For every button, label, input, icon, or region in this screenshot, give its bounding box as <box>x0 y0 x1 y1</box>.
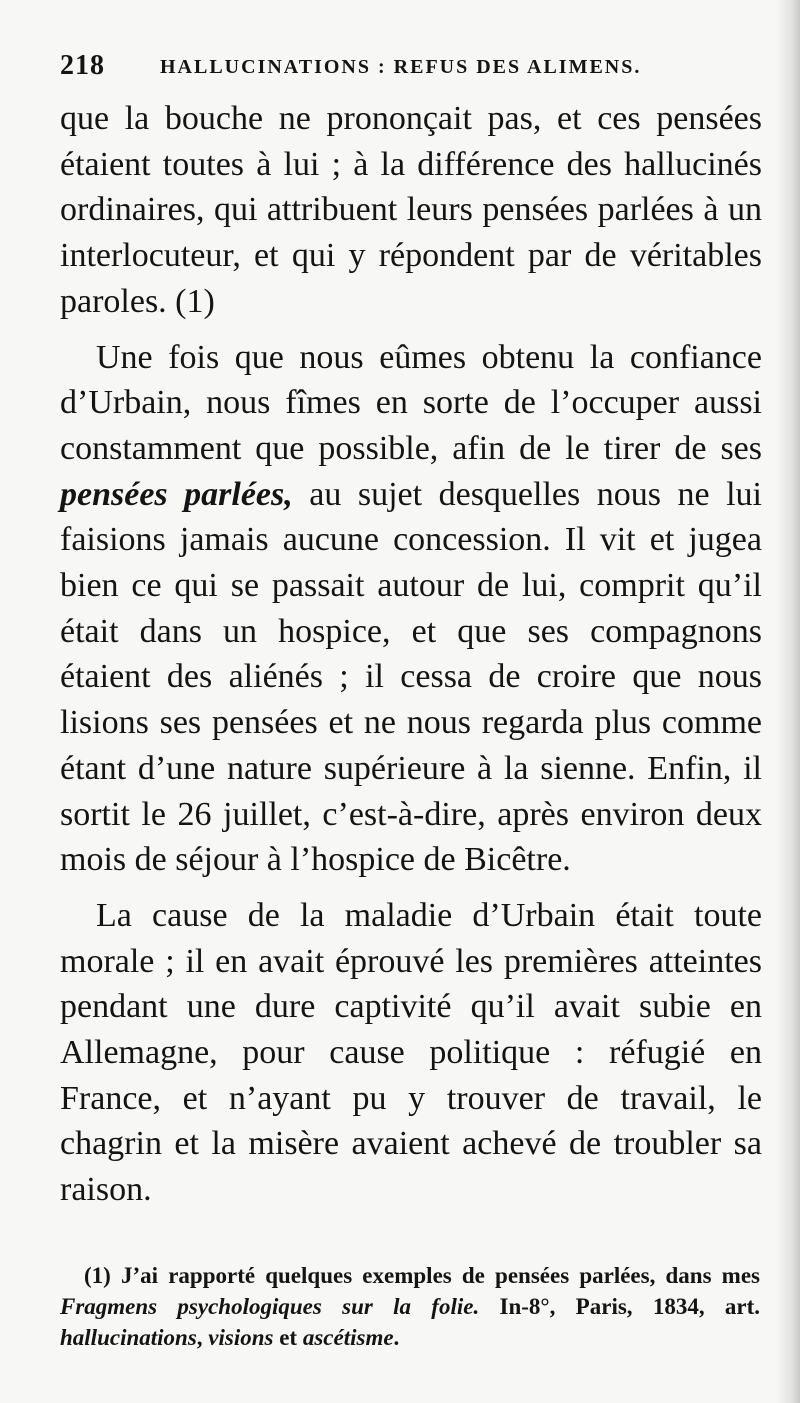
footnote-and: et <box>279 1325 298 1350</box>
paragraph-2 <box>60 335 762 883</box>
page-edge-shadow <box>776 0 800 1403</box>
paragraph-3: La cause de la maladie d’Urbain était toute morale ; il en avait éprouvé les premières atteintes pendant une dure captivité qu’il avait subie en Allemagne, pour cause politique : réfugié en France, et n’ayant pu y trouver de travail, le chagrin et la misère avaient achevé de troubler sa raison. <box>60 896 762 1209</box>
footnote-text-b: In-8°, Paris, 1834, art. <box>499 1294 760 1319</box>
footnote-italic-title: Fragmens psychologiques sur la folie. <box>60 1294 480 1319</box>
footnote-end: . <box>393 1325 400 1350</box>
running-title: HALLUCINATIONS : REFUS DES ALIMENS. <box>160 56 642 78</box>
paragraph-2-text-a: Une fois que nous eûmes obtenu la confiance d’Urbain, nous fîmes en sorte de l’occuper aussi constamment que possible, afin de le tirer de ses <box>60 338 762 467</box>
footnote <box>60 1260 760 1353</box>
page-number: 218 <box>60 50 105 81</box>
paragraph-1: que la bouche ne prononçait pas, et ces pensées étaient toutes à lui ; à la différence des hallucinés ordinaires, qui attribuent leurs pensées parlées à un interlocuteur, et qui y répondent par de véritables paroles. (1) <box>60 100 762 320</box>
footnote-text-a: (1) J’ai rapporté quelques exemples de pensées parlées, dans mes <box>84 1263 760 1288</box>
footnote-text <box>60 1260 760 1353</box>
footnote-italic-1: hallucinations <box>60 1325 197 1350</box>
paragraph-2-italic: pensées parlées, <box>60 475 293 513</box>
paragraph-2-text-b: au sujet desquelles nous ne lui faisions jamais aucune concession. Il vit et jugea bien ce qui se passait autour de lui, comprit qu’il était dans un hospice, et que ses compagnons étaient des aliénés ; il cessa de croire que nous lisions ses pensées et ne nous regarda plus comme étant d’une nature supérieure à la sienne. Enfin, il sortit le 26 juillet, c’est-à-dire, après environ deux mois de séjour à l’hospice de Bicêtre. <box>60 475 762 879</box>
footnote-italic-2: visions <box>208 1325 274 1350</box>
body-text <box>60 96 762 1213</box>
footnote-italic-3: ascétisme <box>302 1325 394 1350</box>
page-header <box>60 50 760 86</box>
footnote-sep: , <box>196 1325 203 1350</box>
